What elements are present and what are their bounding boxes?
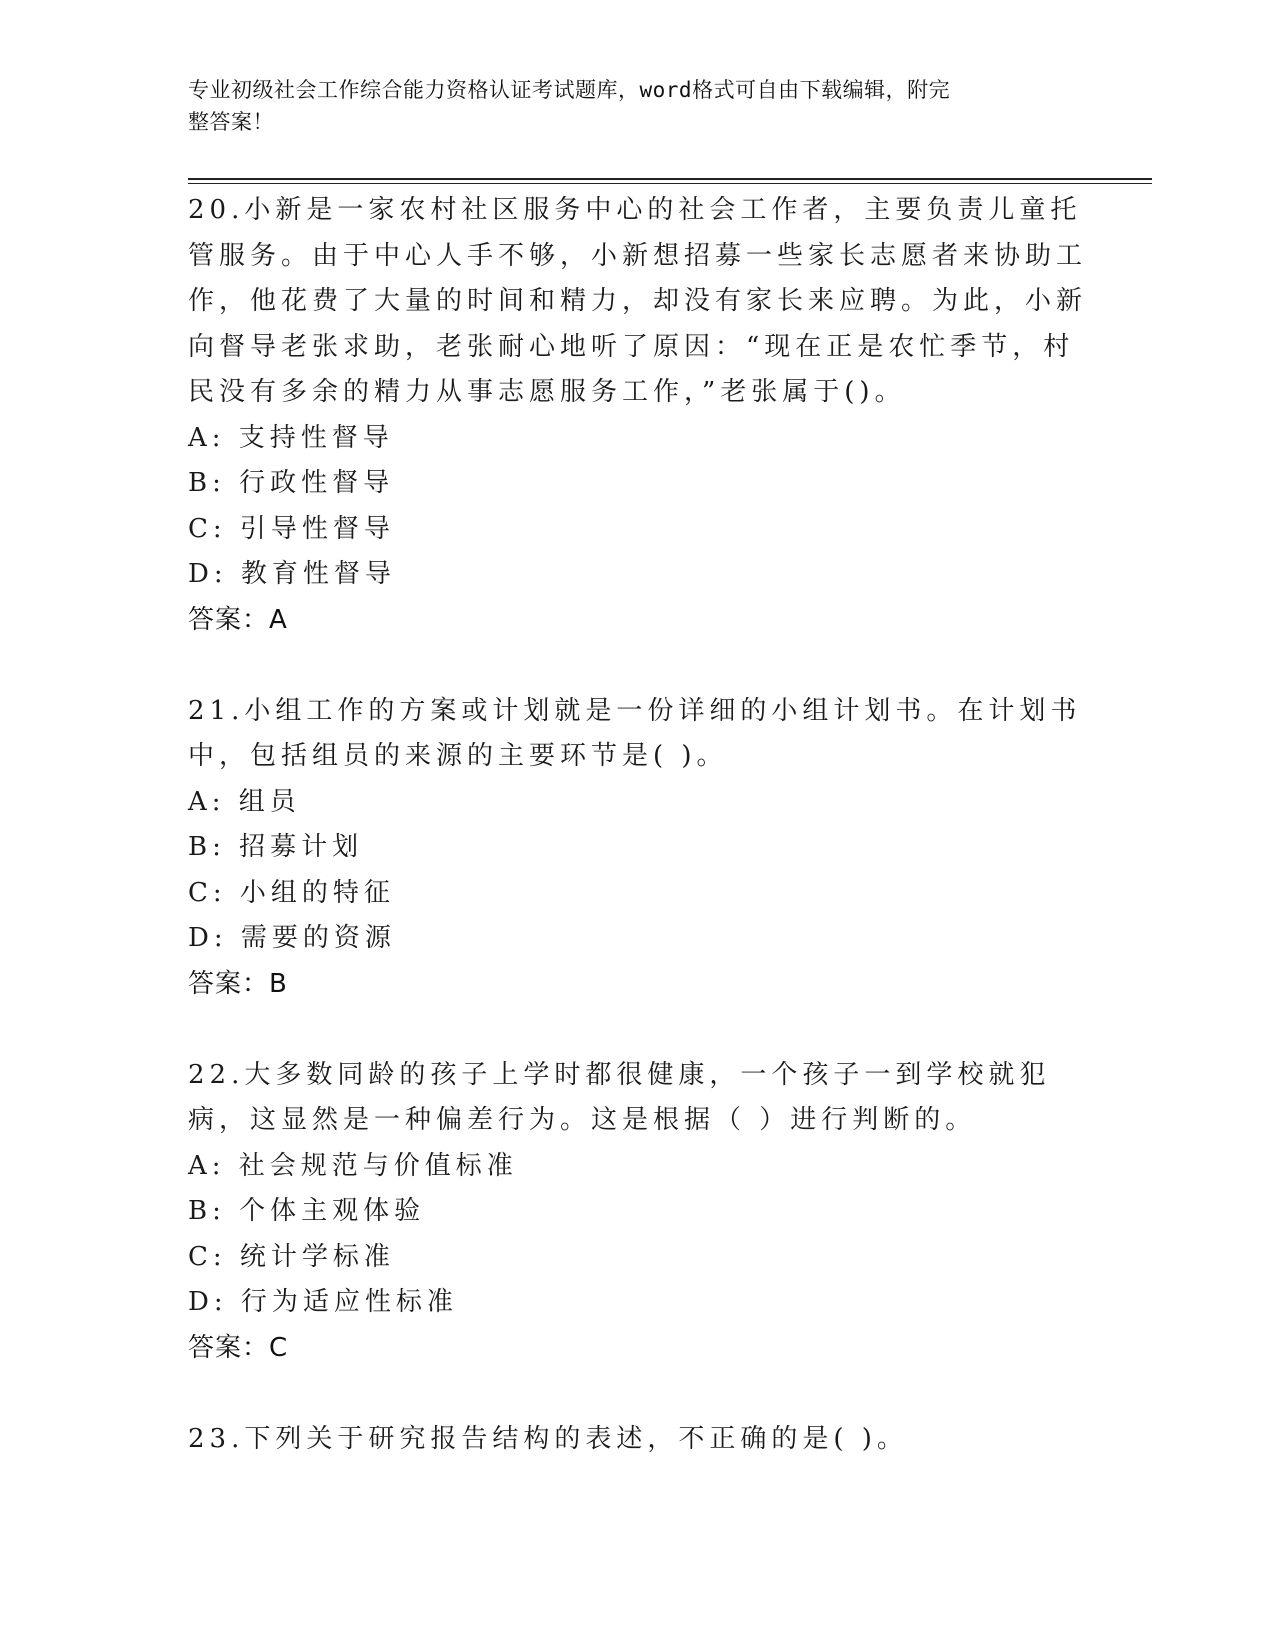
question-20 <box>188 188 1088 643</box>
question-stem: 21.小组工作的方案或计划就是一份详细的小组计划书。在计划书中，包括组员的来源的主要环节是( )。 <box>188 695 1082 771</box>
question-stem: 20.小新是一家农村社区服务中心的社会工作者，主要负责儿童托管服务。由于中心人手不够，小新想招募一些家长志愿者来协助工作，他花费了大量的时间和精力，却没有家长来应聘。为此，小新向督导老张求助，老张耐心地听了原因：“现在正是农忙季节，村民没有多余的精力从事志愿服务工作，”老张属于()。 <box>188 195 1088 407</box>
page-header <box>188 74 1068 138</box>
question-22 <box>188 1053 1088 1372</box>
option-d: D: 需要的资源 <box>188 923 396 953</box>
question-spacer <box>188 1371 1088 1417</box>
answer-line: 答案：B <box>188 968 288 999</box>
header-line-2: 整答案！ <box>188 110 274 134</box>
option-c: C: 引导性督导 <box>188 513 395 544</box>
option-b: B: 个体主观体验 <box>188 1196 426 1226</box>
option-a: A: 组员 <box>188 786 301 817</box>
question-23 <box>188 1417 1088 1463</box>
header-divider-thick <box>188 178 1152 180</box>
option-b: B: 招募计划 <box>188 832 364 862</box>
header-line-1: 专业初级社会工作综合能力资格认证考试题库，word格式可自由下载编辑，附完 <box>188 78 951 102</box>
answer-line: 答案：A <box>188 604 288 635</box>
question-stem: 23.下列关于研究报告结构的表述，不正确的是( )。 <box>188 1423 908 1454</box>
question-list <box>188 188 1088 1462</box>
question-stem: 22.大多数同龄的孩子上学时都很健康，一个孩子一到学校就犯病，这显然是一种偏差行为。这是根据（ ）进行判断的。 <box>188 1059 1051 1135</box>
question-21 <box>188 689 1088 1008</box>
option-c: C: 统计学标准 <box>188 1241 395 1272</box>
option-a: A: 支持性督导 <box>188 422 394 453</box>
question-spacer <box>188 643 1088 689</box>
answer-line: 答案：C <box>188 1332 289 1363</box>
option-d: D: 行为适应性标准 <box>188 1287 458 1317</box>
option-a: A: 社会规范与价值标准 <box>188 1150 518 1181</box>
question-spacer <box>188 1007 1088 1053</box>
option-b: B: 行政性督导 <box>188 468 395 498</box>
option-d: D: 教育性督导 <box>188 559 396 589</box>
header-divider-thin <box>188 183 1152 184</box>
option-c: C: 小组的特征 <box>188 877 395 908</box>
